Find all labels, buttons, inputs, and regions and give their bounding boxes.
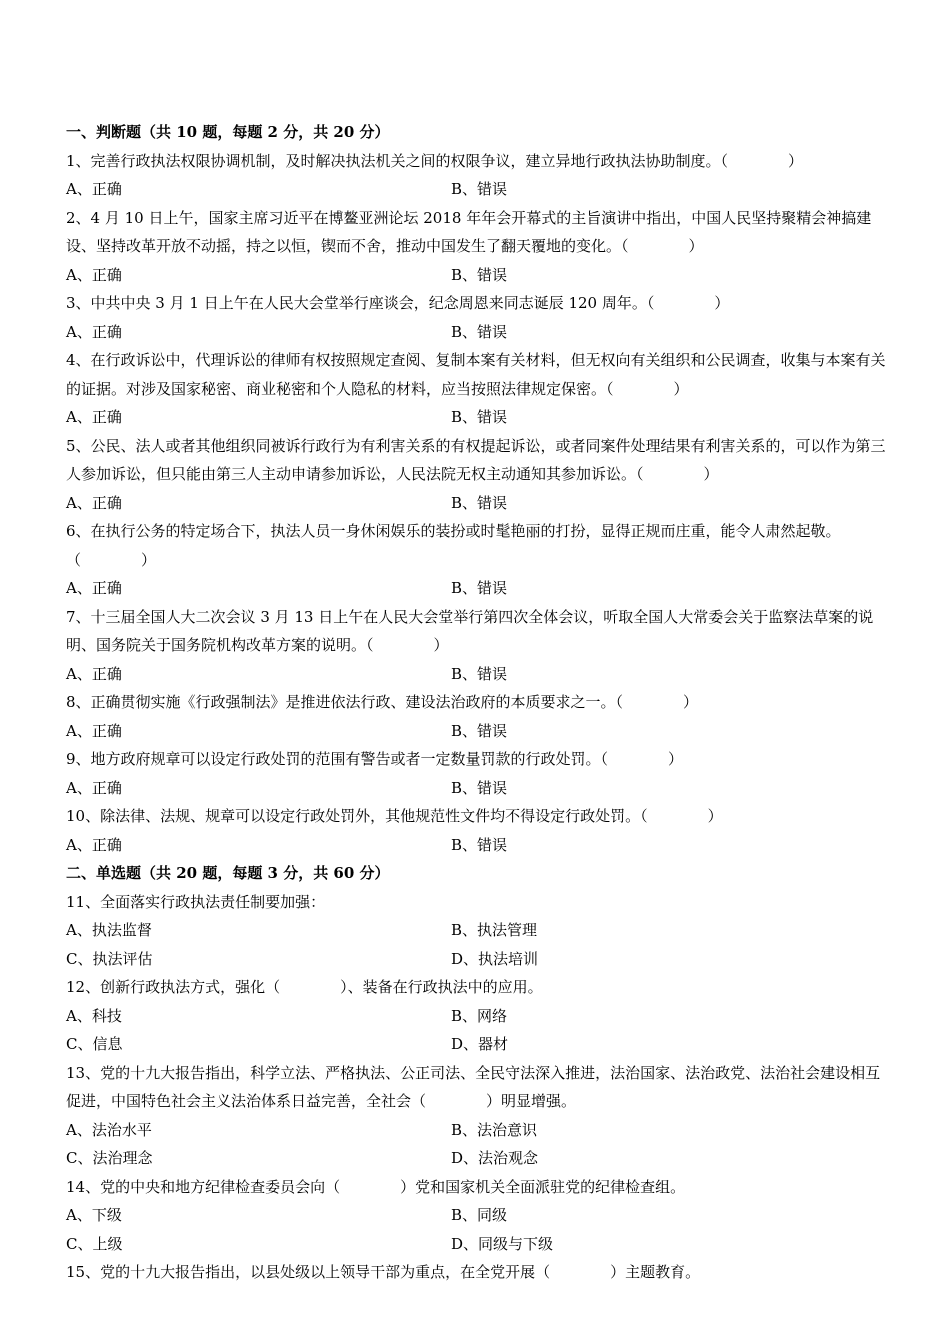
question [0,204,950,290]
question-stem: 13、党的十九大报告指出，科学立法、严格执法、公正司法、全民守法深入推进，法治国家、法治政党、法治社会建设相互促进，中国特色社会主义法治体系日益完善，全社会（ ）明显增强。 [66,1063,881,1110]
answer-option: D、器材 [451,1035,509,1053]
answer-options [66,489,886,518]
answer-option: C、信息 [66,1035,123,1053]
question [0,802,950,859]
exam-document [0,118,950,1287]
question-stem: 7、十三届全国人大二次会议 3 月 13 日上午在人民大会堂举行第四次全体会议，听取全国人大常委会关于监察法草案的说明、国务院关于国务院机构改革方案的说明。（ ） [66,607,874,654]
answer-option: A、正确 [66,322,122,341]
answer-options [66,1116,886,1173]
answer-option: C、法治理念 [66,1149,153,1167]
answer-option: D、法治观念 [451,1149,539,1167]
question-stem: 5、公民、法人或者其他组织同被诉行政行为有利害关系的有权提起诉讼，或者同案件处理结果有利害关系的，可以作为第三人参加诉讼，但只能由第三人主动申请参加诉讼，人民法院无权主动通知其参加诉讼。（ ） [66,436,886,483]
answer-option: B、网络 [451,1006,508,1025]
answer-option: B、法治意识 [451,1120,538,1139]
question-stem: 12、创新行政执法方式，强化（ ）、装备在行政执法中的应用。 [66,978,543,996]
question [0,517,950,603]
question-stem: 6、在执行公务的特定场合下，执法人员一身休闲娱乐的装扮或时髦艳丽的打扮，显得正规而庄重，能令人肃然起敬。（ ） [66,522,841,569]
question [0,603,950,689]
answer-option: B、同级 [451,1206,508,1224]
answer-options [66,916,886,973]
question [0,432,950,518]
question-stem: 9、地方政府规章可以设定行政处罚的范围有警告或者一定数量罚款的行政处罚。（ ） [66,750,684,768]
question [0,688,950,745]
question-stem: 11、全面落实行政执法责任制要加强： [66,892,326,911]
answer-option: B、执法管理 [451,921,538,939]
question-stem: 8、正确贯彻实施《行政强制法》是推进依法行政、建设法治政府的本质要求之一。（ ） [66,693,699,711]
question [0,289,950,346]
answer-option: A、下级 [66,1206,122,1224]
question-stem: 1、完善行政执法权限协调机制，及时解决执法机关之间的权限争议，建立异地行政执法协助制度。（ ） [66,151,804,170]
answer-option: B、错误 [451,322,508,341]
answer-option: A、法治水平 [66,1120,152,1139]
question-stem: 4、在行政诉讼中，代理诉讼的律师有权按照规定查阅、复制本案有关材料，但无权向有关组织和公民调查，收集与本案有关的证据。对涉及国家秘密、商业秘密和个人隐私的材料，应当按照法律规定保密。（ ） [66,351,886,398]
question [0,1173,950,1259]
answer-option: B、错误 [451,180,508,198]
question [0,888,950,974]
answer-options [66,717,886,746]
answer-option: D、执法培训 [451,949,539,968]
answer-option: B、错误 [451,664,508,683]
question [0,346,950,432]
question-stem: 2、4 月 10 日上午，国家主席习近平在博鳌亚洲论坛 2018 年年会开幕式的主旨演讲中指出，中国人民坚持聚精会神搞建设、坚持改革开放不动摇，持之以恒，锲而不舍，推动中国发生了翻天覆地的变化。（ ） [66,208,872,255]
answer-option: A、正确 [66,721,122,740]
answer-options [66,831,886,860]
answer-option: D、同级与下级 [451,1234,554,1253]
answer-option: B、错误 [451,835,508,854]
answer-option: A、正确 [66,265,122,284]
question [0,973,950,1059]
answer-option: B、错误 [451,493,508,512]
question [0,745,950,802]
answer-options [66,403,886,432]
question [0,147,950,204]
answer-option: A、科技 [66,1006,122,1025]
answer-option: A、正确 [66,579,122,597]
answer-options [66,261,886,290]
answer-option: A、正确 [66,493,122,512]
section-title: 一、判断题（共 10 题，每题 2 分，共 20 分） [66,123,390,141]
question-stem: 3、中共中央 3 月 1 日上午在人民大会堂举行座谈会，纪念周恩来同志诞辰 120 周年。（ ） [66,294,730,312]
answer-options [66,574,886,603]
answer-options [66,175,886,204]
answer-options [66,1201,886,1258]
answer-option: C、上级 [66,1234,123,1253]
question-stem: 14、党的中央和地方纪律检查委员会向（ ）党和国家机关全面派驻党的纪律检查组。 [66,1177,686,1196]
question-stem: 15、党的十九大报告指出，以县处级以上领导干部为重点，在全党开展（ ）主题教育。 [66,1263,701,1281]
section-title: 二、单选题（共 20 题，每题 3 分，共 60 分） [66,864,390,882]
question [0,1059,950,1173]
answer-option: A、正确 [66,835,122,854]
answer-option: B、错误 [451,721,508,740]
answer-options [66,1002,886,1059]
question [0,1258,950,1287]
answer-option: A、执法监督 [66,921,152,939]
answer-options [66,660,886,689]
answer-option: A、正确 [66,778,122,797]
answer-option: A、正确 [66,664,122,683]
answer-option: B、错误 [451,778,508,797]
answer-option: B、错误 [451,579,508,597]
answer-option: A、正确 [66,408,122,426]
answer-options [66,318,886,347]
answer-option: A、正确 [66,180,122,198]
answer-option: B、错误 [451,265,508,284]
answer-options [66,774,886,803]
answer-option: B、错误 [451,408,508,426]
question-stem: 10、除法律、法规、规章可以设定行政处罚外，其他规范性文件均不得设定行政处罚。（ ） [66,807,723,825]
answer-option: C、执法评估 [66,949,153,968]
